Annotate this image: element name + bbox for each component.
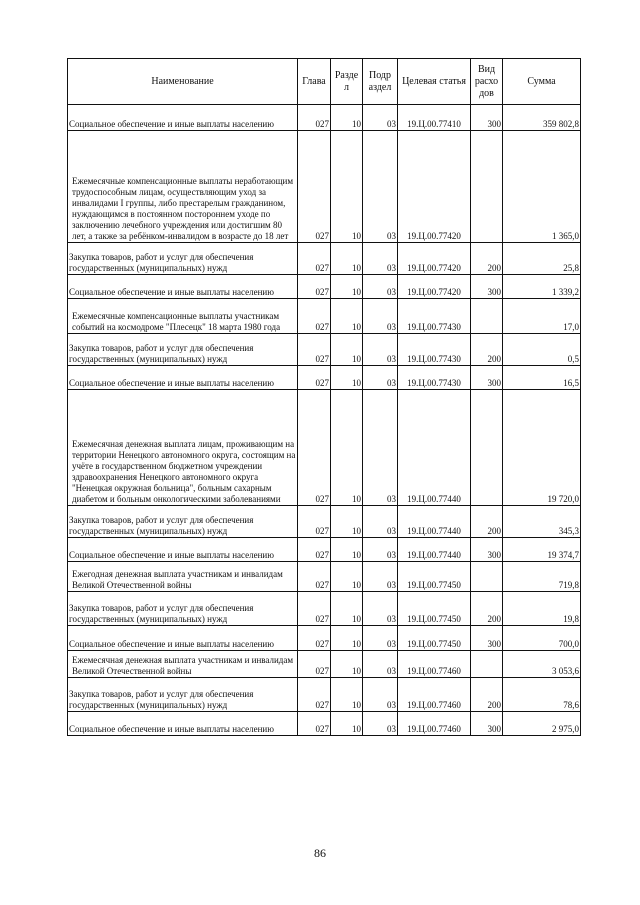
row-name: Ежегодная денежная выплата участникам и инвалидам Великой Отечественной войны <box>68 562 298 592</box>
table-row <box>68 390 581 506</box>
row-amount: 25,8 <box>503 243 581 275</box>
row-subsection: 03 <box>363 678 398 712</box>
header-name: Наименование <box>68 59 298 105</box>
row-target-article: 19.Ц.00.77440 <box>398 390 471 506</box>
table-row <box>68 678 581 712</box>
row-name: Социальное обеспечение и иные выплаты населению <box>68 105 298 131</box>
row-section: 10 <box>331 651 363 678</box>
row-target-article: 19.Ц.00.77440 <box>398 538 471 562</box>
row-name: Закупка товаров, работ и услуг для обеспечения государственных (муниципальных) нужд <box>68 243 298 275</box>
table-row <box>68 506 581 538</box>
row-target-article: 19.Ц.00.77460 <box>398 712 471 736</box>
table-row <box>68 105 581 131</box>
row-section: 10 <box>331 562 363 592</box>
row-subsection: 03 <box>363 390 398 506</box>
row-target-article: 19.Ц.00.77450 <box>398 562 471 592</box>
row-expense-type: 300 <box>471 366 503 390</box>
row-name: Социальное обеспечение и иные выплаты населению <box>68 275 298 299</box>
row-amount: 345,3 <box>503 506 581 538</box>
row-chapter: 027 <box>298 592 331 626</box>
row-chapter: 027 <box>298 538 331 562</box>
row-chapter: 027 <box>298 562 331 592</box>
row-subsection: 03 <box>363 334 398 366</box>
row-name: Закупка товаров, работ и услуг для обеспечения государственных (муниципальных) нужд <box>68 334 298 366</box>
page-number: 86 <box>314 846 326 860</box>
row-chapter: 027 <box>298 390 331 506</box>
row-section: 10 <box>331 131 363 243</box>
row-target-article: 19.Ц.00.77450 <box>398 626 471 651</box>
row-subsection: 03 <box>363 562 398 592</box>
row-target-article: 19.Ц.00.77450 <box>398 592 471 626</box>
row-expense-type: 200 <box>471 243 503 275</box>
row-subsection: 03 <box>363 626 398 651</box>
row-target-article: 19.Ц.00.77420 <box>398 131 471 243</box>
row-amount: 19 374,7 <box>503 538 581 562</box>
row-expense-type: 200 <box>471 592 503 626</box>
row-section: 10 <box>331 712 363 736</box>
row-name: Социальное обеспечение и иные выплаты населению <box>68 712 298 736</box>
row-expense-type: 300 <box>471 626 503 651</box>
table-row <box>68 562 581 592</box>
row-expense-type: 300 <box>471 275 503 299</box>
row-amount: 2 975,0 <box>503 712 581 736</box>
row-name: Закупка товаров, работ и услуг для обеспечения государственных (муниципальных) нужд <box>68 678 298 712</box>
row-name: Закупка товаров, работ и услуг для обеспечения государственных (муниципальных) нужд <box>68 592 298 626</box>
row-section: 10 <box>331 538 363 562</box>
table-row <box>68 334 581 366</box>
row-section: 10 <box>331 334 363 366</box>
row-chapter: 027 <box>298 334 331 366</box>
row-expense-type: 200 <box>471 334 503 366</box>
row-amount: 359 802,8 <box>503 105 581 131</box>
row-section: 10 <box>331 592 363 626</box>
row-chapter: 027 <box>298 626 331 651</box>
table-header-row <box>68 59 581 105</box>
row-amount: 1 339,2 <box>503 275 581 299</box>
row-target-article: 19.Ц.00.77430 <box>398 334 471 366</box>
table-row <box>68 243 581 275</box>
row-section: 10 <box>331 678 363 712</box>
row-name: Ежемесячная денежная выплата лицам, проживающим на территории Ненецкого автономного округа, состоящим на учёте в государственном бюджетном учреждении здравоохранения Ненецкого автономного округа "Ненецкая окружная больница", больным сахарным диабетом и больным онкологическими заболеваниями <box>68 390 298 506</box>
row-chapter: 027 <box>298 712 331 736</box>
row-amount: 19,8 <box>503 592 581 626</box>
row-subsection: 03 <box>363 275 398 299</box>
row-subsection: 03 <box>363 243 398 275</box>
row-chapter: 027 <box>298 299 331 334</box>
row-section: 10 <box>331 275 363 299</box>
header-subsection: Подр аздел <box>363 59 398 105</box>
table-row <box>68 275 581 299</box>
row-subsection: 03 <box>363 538 398 562</box>
row-subsection: 03 <box>363 592 398 626</box>
row-name: Социальное обеспечение и иные выплаты населению <box>68 366 298 390</box>
row-target-article: 19.Ц.00.77460 <box>398 678 471 712</box>
row-expense-type <box>471 131 503 243</box>
row-chapter: 027 <box>298 105 331 131</box>
row-amount: 19 720,0 <box>503 390 581 506</box>
row-subsection: 03 <box>363 131 398 243</box>
row-expense-type <box>471 562 503 592</box>
row-name: Ежемесячные компенсационные выплаты участникам событий на космодроме "Плесецк" 18 марта 1980 года <box>68 299 298 334</box>
header-target-article: Целевая статья <box>398 59 471 105</box>
table-row <box>68 592 581 626</box>
row-chapter: 027 <box>298 131 331 243</box>
row-name: Социальное обеспечение и иные выплаты населению <box>68 626 298 651</box>
row-section: 10 <box>331 243 363 275</box>
row-amount: 78,6 <box>503 678 581 712</box>
row-target-article: 19.Ц.00.77440 <box>398 506 471 538</box>
row-amount: 3 053,6 <box>503 651 581 678</box>
row-subsection: 03 <box>363 366 398 390</box>
row-amount: 719,8 <box>503 562 581 592</box>
row-target-article: 19.Ц.00.77420 <box>398 275 471 299</box>
row-target-article: 19.Ц.00.77410 <box>398 105 471 131</box>
row-amount: 0,5 <box>503 334 581 366</box>
header-chapter: Глава <box>298 59 331 105</box>
table-row <box>68 538 581 562</box>
row-chapter: 027 <box>298 275 331 299</box>
table-row <box>68 712 581 736</box>
header-expense-type: Вид расхо дов <box>471 59 503 105</box>
row-subsection: 03 <box>363 105 398 131</box>
row-section: 10 <box>331 366 363 390</box>
budget-table <box>67 58 581 736</box>
row-chapter: 027 <box>298 366 331 390</box>
header-section: Разде л <box>331 59 363 105</box>
row-expense-type <box>471 651 503 678</box>
row-expense-type: 300 <box>471 105 503 131</box>
row-expense-type: 300 <box>471 538 503 562</box>
row-chapter: 027 <box>298 506 331 538</box>
row-target-article: 19.Ц.00.77430 <box>398 299 471 334</box>
row-subsection: 03 <box>363 651 398 678</box>
row-name: Ежемесячная денежная выплата участникам и инвалидам Великой Отечественной войны <box>68 651 298 678</box>
row-chapter: 027 <box>298 678 331 712</box>
row-name: Закупка товаров, работ и услуг для обеспечения государственных (муниципальных) нужд <box>68 506 298 538</box>
row-amount: 1 365,0 <box>503 131 581 243</box>
row-expense-type <box>471 390 503 506</box>
row-section: 10 <box>331 105 363 131</box>
row-subsection: 03 <box>363 506 398 538</box>
row-expense-type <box>471 299 503 334</box>
row-expense-type: 300 <box>471 712 503 736</box>
row-target-article: 19.Ц.00.77460 <box>398 651 471 678</box>
row-subsection: 03 <box>363 712 398 736</box>
row-section: 10 <box>331 299 363 334</box>
row-name: Социальное обеспечение и иные выплаты населению <box>68 538 298 562</box>
table-row <box>68 366 581 390</box>
row-expense-type: 200 <box>471 506 503 538</box>
row-amount: 700,0 <box>503 626 581 651</box>
row-subsection: 03 <box>363 299 398 334</box>
row-target-article: 19.Ц.00.77430 <box>398 366 471 390</box>
row-target-article: 19.Ц.00.77420 <box>398 243 471 275</box>
row-section: 10 <box>331 506 363 538</box>
row-amount: 16,5 <box>503 366 581 390</box>
table-row <box>68 299 581 334</box>
row-chapter: 027 <box>298 243 331 275</box>
row-section: 10 <box>331 390 363 506</box>
row-name: Ежемесячные компенсационные выплаты неработающим трудоспособным лицам, осуществляющим уход за инвалидами I группы, либо престарелым гражданином, нуждающимся в постоянном постороннем уходе по заключению лечебного учреждения или достигшим 80 лет, а также за ребёнком-инвалидом в возрасте до 18 лет <box>68 131 298 243</box>
table-row <box>68 626 581 651</box>
row-chapter: 027 <box>298 651 331 678</box>
row-amount: 17,0 <box>503 299 581 334</box>
row-section: 10 <box>331 626 363 651</box>
table-row <box>68 131 581 243</box>
header-amount: Сумма <box>503 59 581 105</box>
row-expense-type: 200 <box>471 678 503 712</box>
table-row <box>68 651 581 678</box>
